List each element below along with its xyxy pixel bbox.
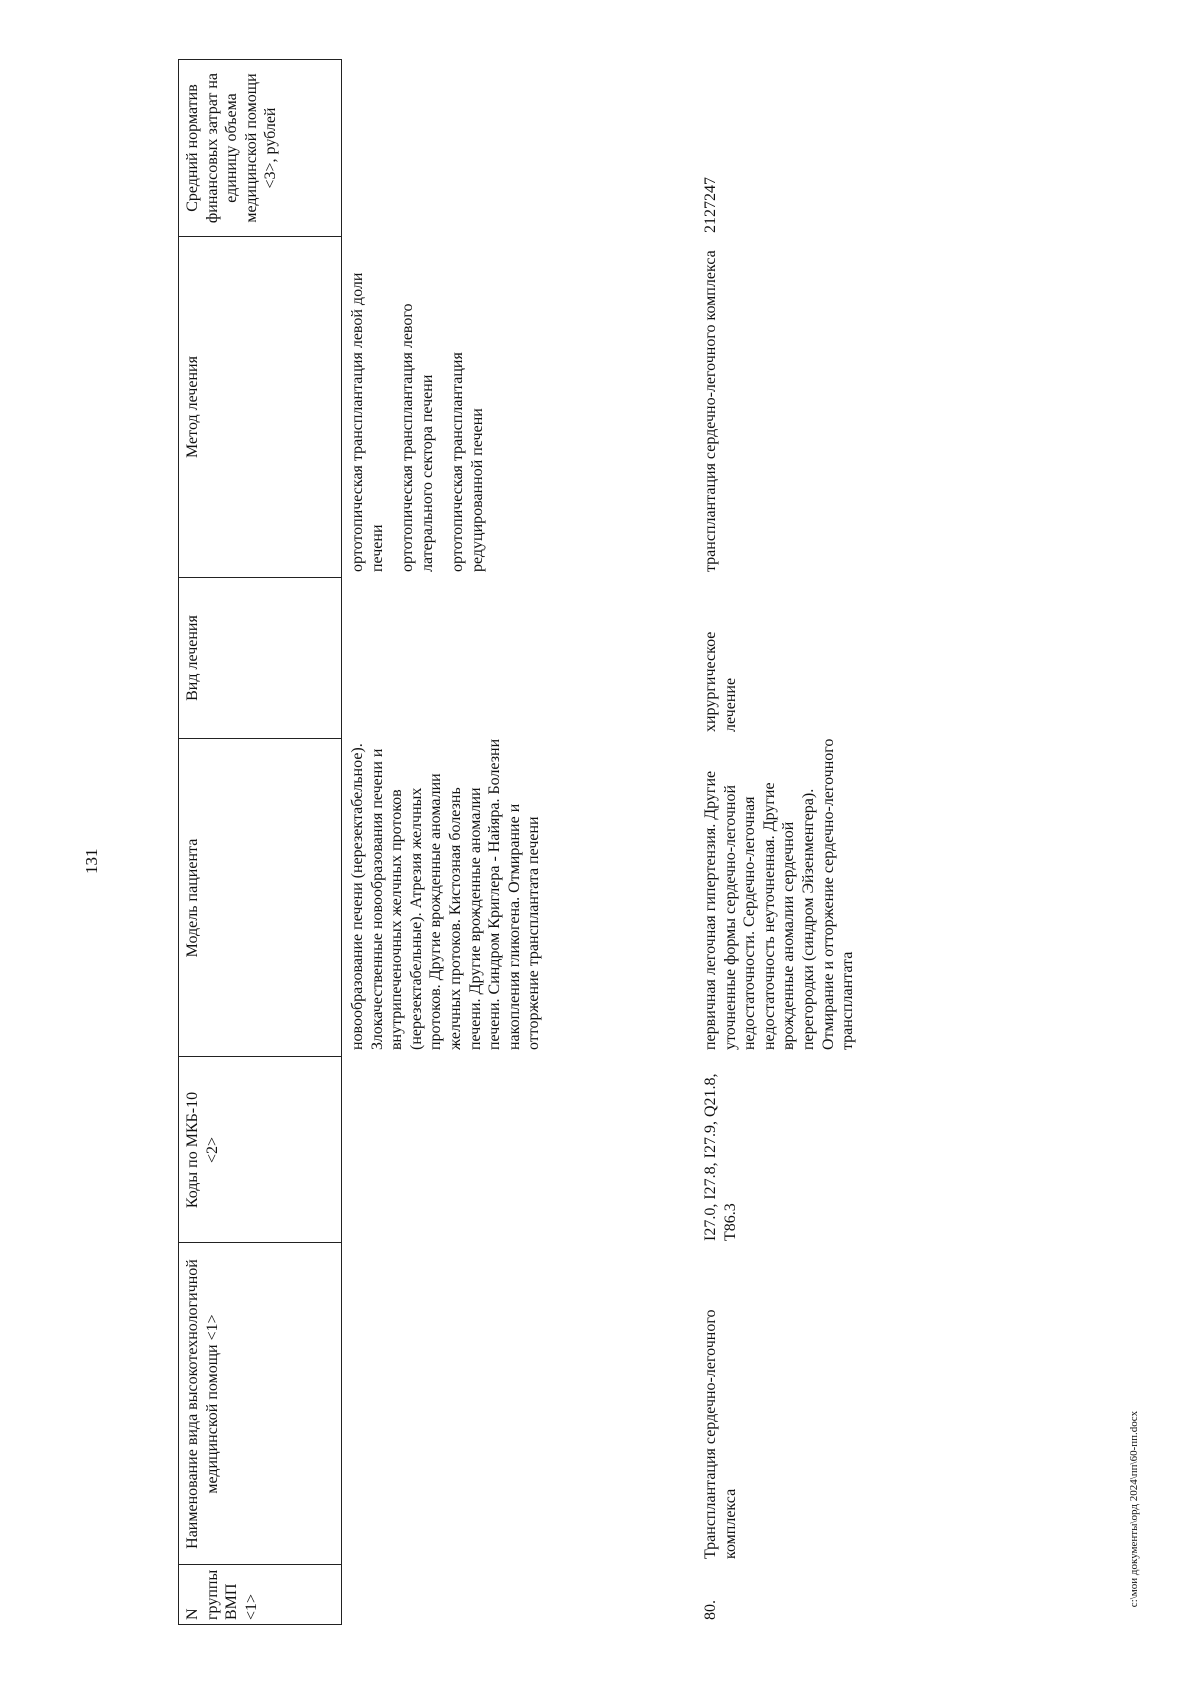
row80-treatment-type: хирургическое лечение [702, 631, 739, 732]
continued-patient-model: новообразование печени (нерезектабельное). Злокачественные новообразования печени и внутрипеченочных желчных протоков (нерезектабельные). Атрезия желчных протоков. Другие врожденные аномалии желчных протоков. Кистозная болезнь печени. Другие врожденные аномалии печени. Синдром Криглера - Найяра. Болезни накопления гликогена. Отмирание и отторжение трансплантата печени [349, 738, 543, 1050]
row80-group-number: 80. [702, 1600, 719, 1620]
continued-methods [348, 238, 499, 572]
row80-avg-cost: 2127247 [702, 177, 719, 233]
page-number: 131 [82, 848, 101, 874]
header-bottom-border [341, 59, 342, 1625]
col-sep-1 [178, 1564, 342, 1565]
table-border-right [178, 59, 342, 60]
col-sep-4 [178, 738, 342, 739]
row80-patient-model: первичная легочная гипертензия. Другие уточненные формы сердечно-легочной недостаточности. Сердечно-легочная недостаточность неуточненная. Другие врожденные аномалии сердечной перегородки (синдром Эйзенменгера). Отмирание и отторжение сердечно-легочного трансплантата [702, 738, 857, 1050]
header-patient-model: Модель пациента [184, 838, 201, 958]
col-sep-5 [178, 577, 342, 578]
rotated-table-page [178, 65, 1178, 1625]
header-group-number: N группы ВМП <1> [184, 1569, 260, 1620]
header-treatment-type: Вид лечения [184, 615, 201, 701]
method-reduced-liver: ортотопическая трансплантация редуцированной печени [449, 352, 486, 572]
method-left-lateral-sector: ортотопическая трансплантация левого латерального сектора печени [399, 303, 436, 572]
row80-treatment-method: трансплантация сердечно-легочного комплекса [702, 250, 719, 572]
header-icd-codes: Коды по МКБ-10 <2> [184, 1091, 221, 1209]
footer-file-path: c:\мои документы\орд 2024\пп\60-пп.docx [1128, 1410, 1140, 1608]
row80-icd-codes: I27.0, I27.8, I27.9, Q21.8, T86.3 [702, 1073, 739, 1241]
table-border-left [178, 1624, 342, 1625]
col-sep-2 [178, 1242, 342, 1243]
table-grid [178, 65, 1178, 1625]
row80-vmp-name: Трансплантация сердечно-легочного комплекса [702, 1309, 739, 1559]
header-vmp-name: Наименование вида высокотехнологичной медицинской помощи <1> [184, 1259, 221, 1549]
header-treatment-method: Метод лечения [184, 356, 201, 458]
table-border-top [178, 59, 179, 1625]
header-avg-cost: Средний норматив финансовых затрат на единицу объема медицинской помощи <3>, рублей [184, 72, 280, 224]
method-left-lobe: ортотопическая трансплантация левой доли печени [349, 272, 386, 572]
col-sep-6 [178, 236, 342, 237]
col-sep-3 [178, 1056, 342, 1057]
